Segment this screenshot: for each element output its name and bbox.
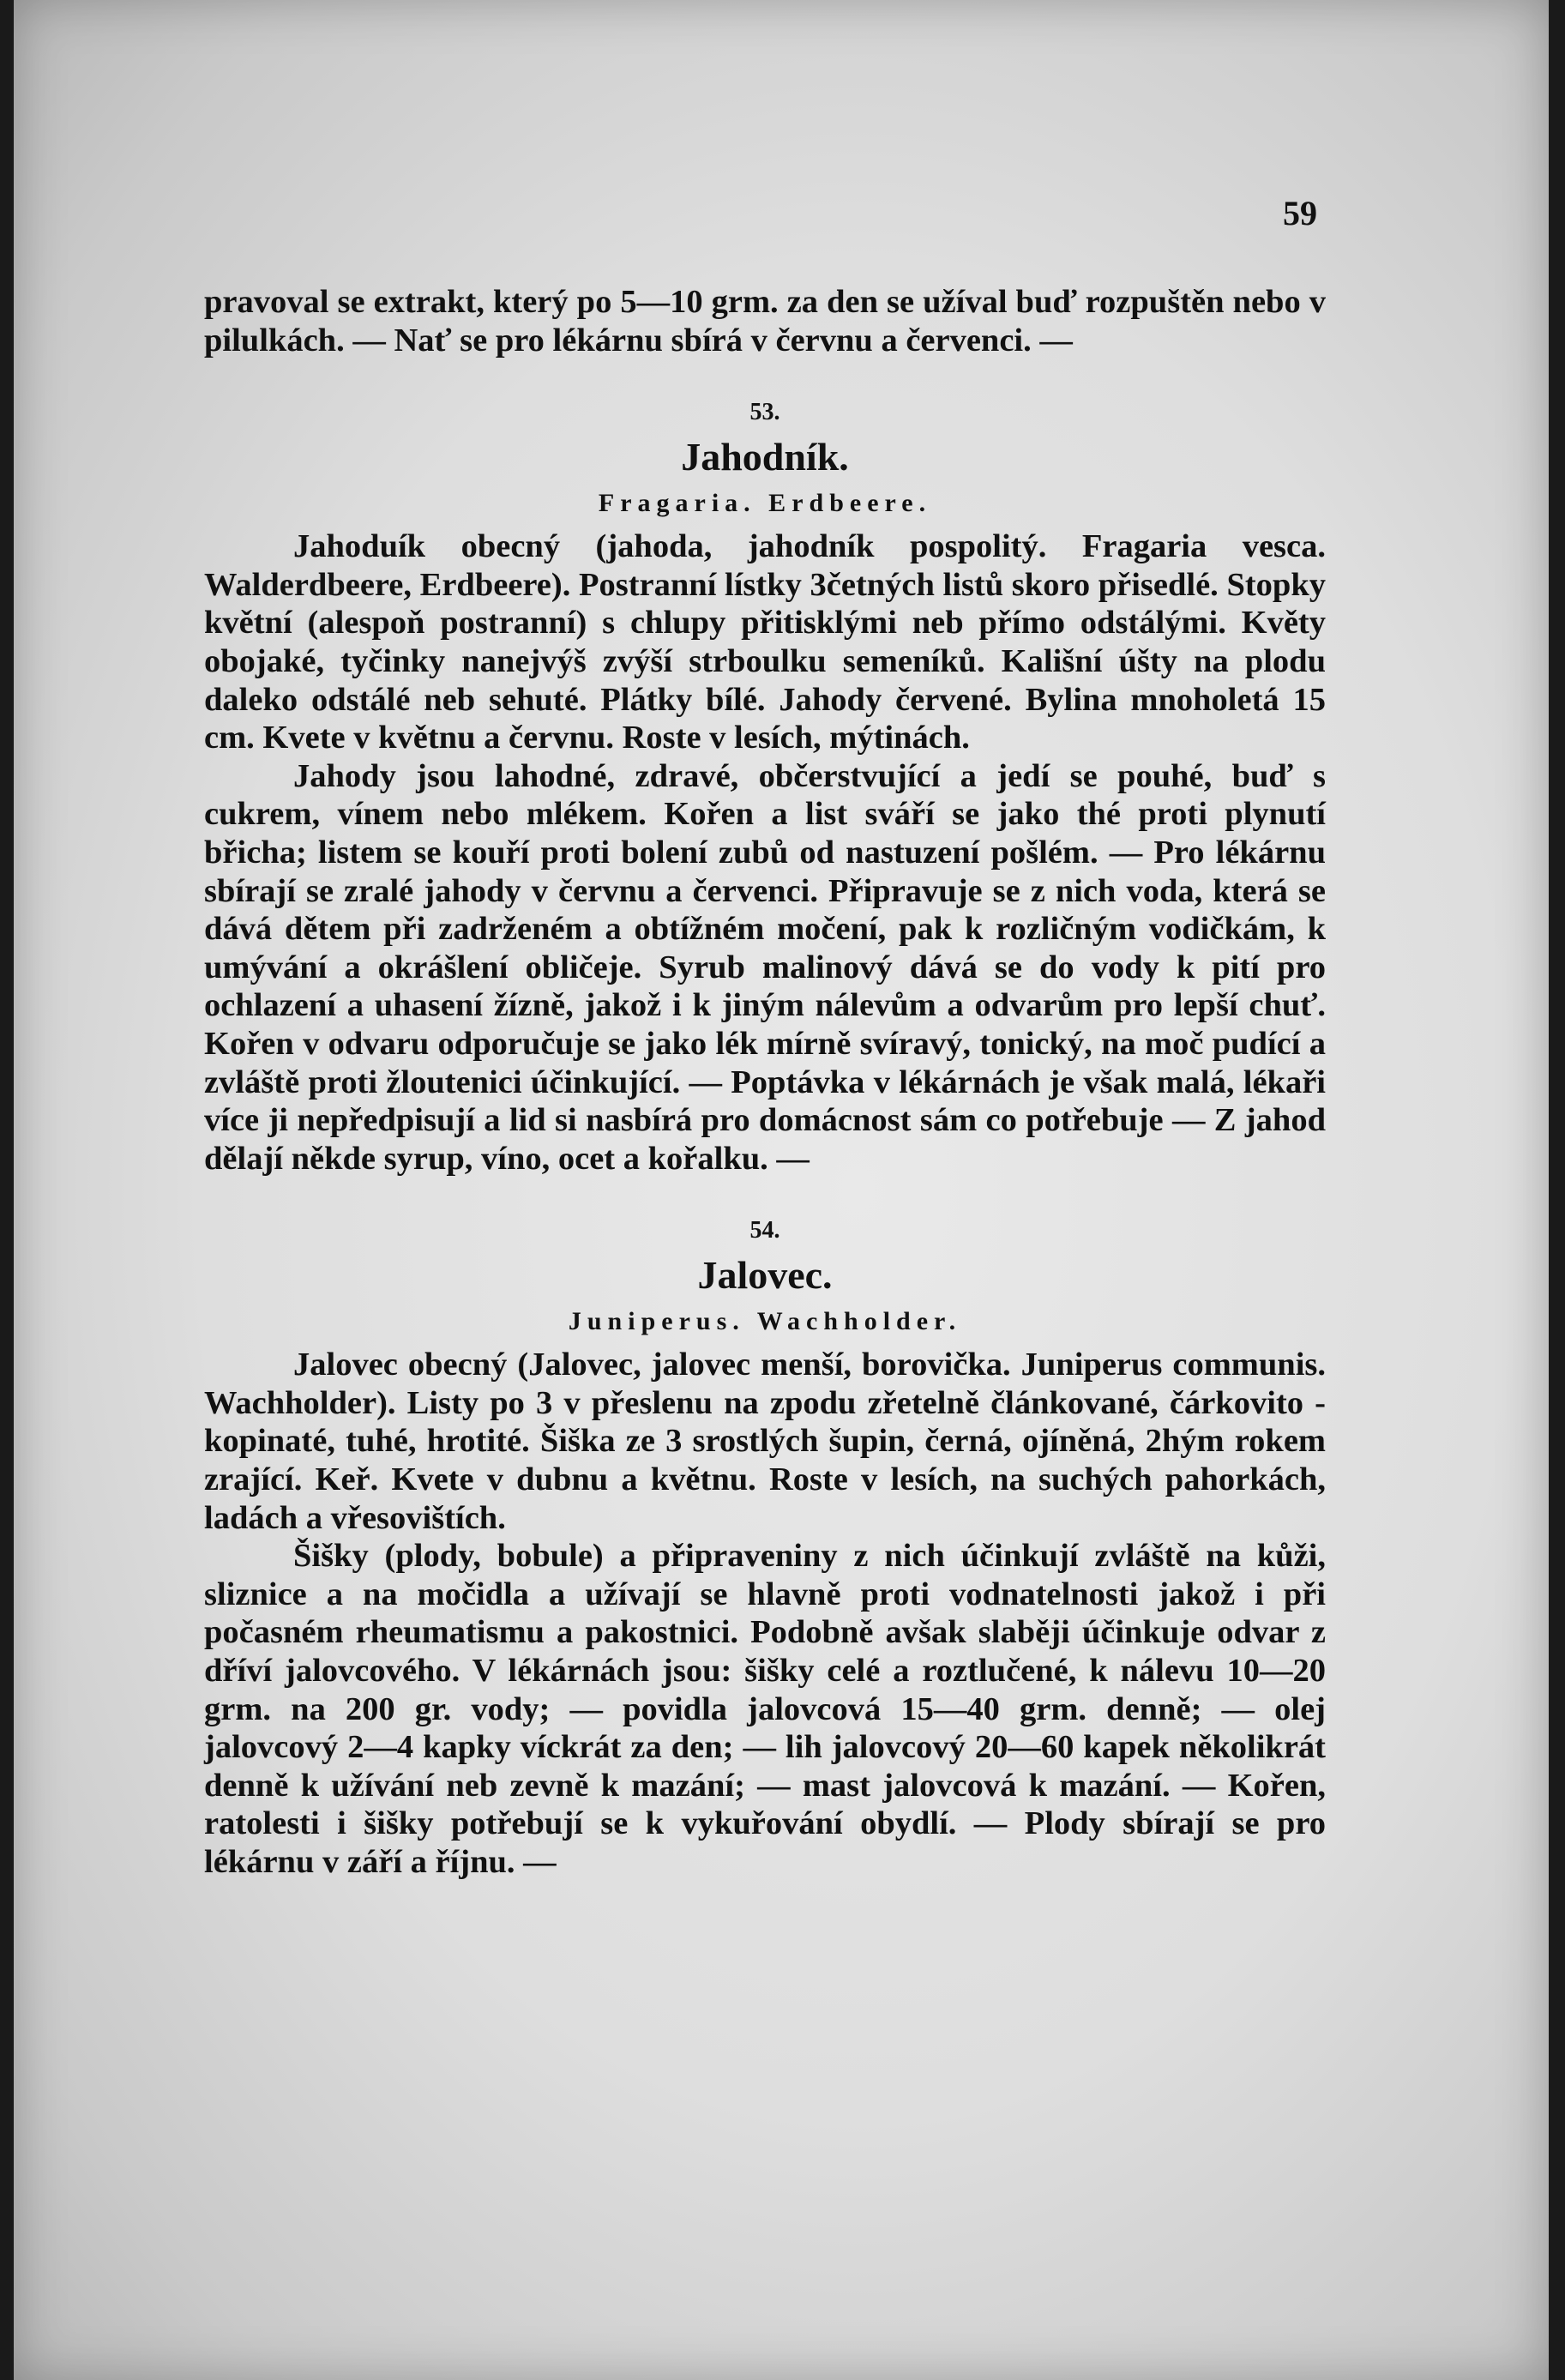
entry-title: Jalovec. bbox=[697, 1253, 833, 1298]
entry-number: 53. bbox=[749, 399, 780, 426]
entry-latin-german-names: Fragaria. Erdbeere. bbox=[598, 489, 932, 518]
entry-title: Jahodník. bbox=[681, 435, 849, 479]
usage-paragraph: Šišky (plody, bobule) a připraveniny z nich účinkují zvláště na kůži, sliznice a na močidla a užívají se hlavně proti vodnatelnosti jakož i při počasném rheumatismu a pakostnici. Podobně avšak slaběji účinkuje odvar z dříví jalovcového. V lékárnách jsou: šišky celé a roztlučené, k nálevu 10—20 grm. na 200 gr. vody; — povidla jalovcová 15—40 grm. denně; — olej jalovcový 2—4 kapky víckrát za den; — lih jalovcový 20—60 kapek několikrát denně k užívání neb zevně k mazání; — mast jalovcová k mazání. — Kořen, ratolesti i šišky potřebují se k vykuřování obydlí. — Plody sbírají se pro lékárnu v září a říjnu. — bbox=[204, 1538, 1326, 1880]
book-page bbox=[14, 0, 1549, 2380]
page-number: 59 bbox=[1283, 194, 1317, 232]
entry-number: 54. bbox=[749, 1217, 780, 1244]
description-paragraph: Jalovec obecný (Jalovec, jalovec menší, borovička. Juniperus communis. Wachholder). Listy po 3 v přeslenu na zpodu zřetelně článkované, čárkovito - kopinaté, tuhé, hrotité. Šiška ze 3 srostlých šupin, černá, ojíněná, 2hým rokem zrající. Keř. Kvete v dubnu a květnu. Roste v lesích, na suchých pahorkách, ladách a vřesovištích. bbox=[204, 1347, 1326, 1536]
usage-paragraph: Jahody jsou lahodné, zdravé, občerstvující a jedí se pouhé, buď s cukrem, vínem nebo mlékem. Kořen a list sváří se jako thé proti plynutí břicha; listem se kouří proti bolení zubů od nastuzení pošlém. — Pro lékárnu sbírají se zralé jahody v červnu a červenci. Připravuje se z nich voda, která se dává dětem při zadrženém a obtížném močení, pak k rozličným vodičkám, k umývání a okrášlení obličeje. Syrub malinový dává se do vody k pití pro ochlazení a uhasení žízně, jakož i k jiným nálevům a odvarům pro lepší chuť. Kořen v odvaru odporučuje se jako lék mírně svíravý, tonický, na moč pudící a zvláště proti žloutenici účinkující. — Poptávka v lékárnách je však malá, lékaři více ji nepředpisují a lid si nasbírá pro domácnost sám co potřebuje — Z jahod dělají někde syrup, víno, ocet a kořalku. — bbox=[204, 757, 1326, 1177]
entry-jalovec bbox=[204, 1215, 1326, 1881]
entry-jahodnik bbox=[204, 397, 1326, 1178]
text-block bbox=[204, 283, 1326, 1882]
intro-paragraph: pravoval se extrakt, který po 5—10 grm. za den se užíval buď rozpuštěn nebo v pilulkách. — Nať se pro lékárnu sbírá v červnu a červenci. — bbox=[204, 284, 1326, 359]
description-paragraph: Jahoduík obecný (jahoda, jahodník pospolitý. Fragaria vesca. Walderdbeere, Erdbeere). Postranní lístky 3četných listů skoro přisedlé. Stopky květní (alespoň postranní) s chlupy přitisklými neb přímo odstálými. Květy obojaké, tyčinky nanejvýš zvýší strboulku semeníků. Kališní úšty na plodu daleko odstálé neb sehuté. Plátky bílé. Jahody červené. Bylina mnoholetá 15 cm. Kvete v květnu a červnu. Roste v lesích, mýtinách. bbox=[204, 528, 1326, 756]
entry-latin-german-names: Juniperus. Wachholder. bbox=[568, 1307, 962, 1336]
